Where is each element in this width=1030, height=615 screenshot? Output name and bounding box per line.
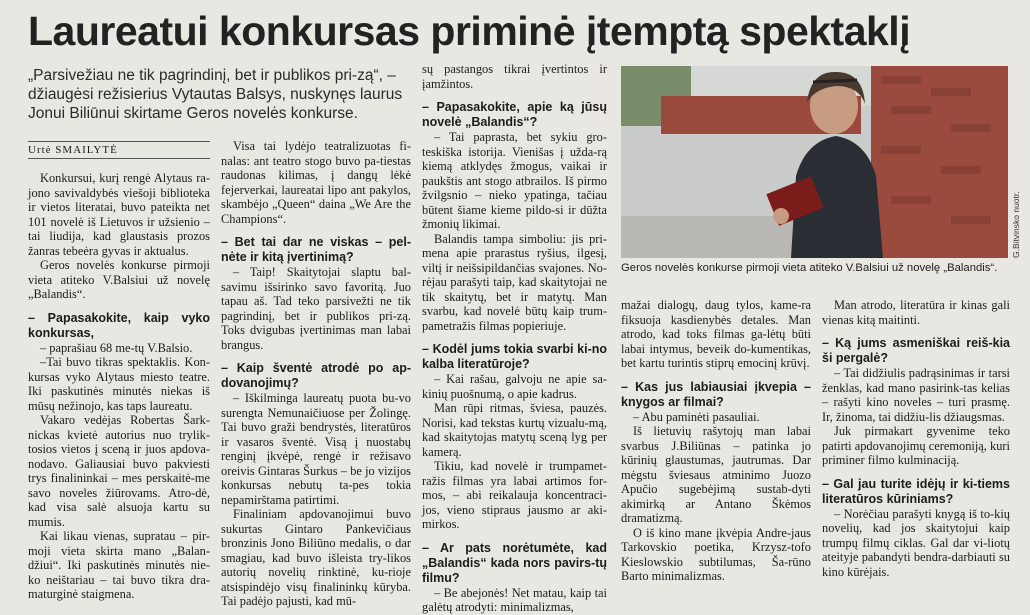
interview-question: – Kaip šventė atrodė po ap-dovanojimų?	[221, 361, 411, 390]
article-paragraph: sų pastangos tikrai įvertintos ir įamžintos.	[422, 62, 607, 91]
article-paragraph: Iš lietuvių rašytojų man labai svarbus J.Biliūnas – patinka jo kūrinių glaustumas, jautrumas. Dar mėgstu šviesaus atminimo Juozo Apučio sugebėjimą sustab-dyti akimirką ar Antano Škėmos dramatizmą.	[621, 424, 811, 525]
interview-question: – Ką jums asmeniškai reiš-kia ši pergalė?	[822, 336, 1010, 365]
article-paragraph: Man atrodo, literatūra ir kinas gali vienas kitą maitinti.	[822, 298, 1010, 327]
interview-question: – Papasakokite, kaip vyko konkursas,	[28, 310, 210, 340]
article-column-5	[822, 298, 1010, 579]
article-paragraph: O iš kino mane įkvėpia Andre-jaus Tarkovskio poetika, Krzysz-tofo Kieslowskio subtilumas, Ša-rūno Barto minimalizmas.	[621, 525, 811, 583]
article-paragraph: – Abu paminėti pasauliai.	[633, 409, 760, 424]
interview-question: – Kodėl jums tokia svarbi ki-no kalba literatūroje?	[422, 342, 607, 371]
byline: Urtė SMAILYTĖ	[28, 141, 210, 159]
article-paragraph: – Iškilminga laureatų puota bu-vo surengta Nemunaičiuose per Žolingę. Tai buvo graži bendrystės, literatūros ir vasaros šventė. Visą į nuostabų renginį įkvėpė, rengė ir režisavo oreivis Gintaras Šurkus – be jo vizijos konkursas nebutų ta-pes tokia nepamirštama patirtimi.	[221, 391, 411, 507]
article-paragraph: Tikiu, kad novelė ir trumpamet-ražis filmas yra labai artimos for-mos, – abi reikalauja koncentraci-jos, vieno stipraus jausmo ar aki-mirkos.	[422, 459, 607, 531]
article-paragraph: – Be abejonės! Net matau, kaip tai galėtų atrodyti: minimalizmas,	[422, 585, 607, 614]
article-paragraph: Geros novelės konkurse pirmoji vieta atiteko V.Balsiui už novelę „Balandis“.	[28, 258, 210, 301]
article-paragraph: – Norėčiau parašyti knygą iš to-kių novelių, kad jos skaitytojui kaip trumpų filmų ciklas. Gal dar vi-liotų ateityje pabandyti bendra-darbiauti su kino kūrėjais.	[822, 506, 1010, 579]
article-paragraph: – paprašiau 68 me-tų V.Balsio.	[40, 340, 193, 355]
article-column-3	[422, 62, 607, 615]
photo-credit: G.Bitvinsko nuotr.	[1011, 191, 1021, 258]
article-paragraph: Finaliniam apdovanojimui buvo sukurtas Gintaro Pankevičiaus bronzinis Jono Biliūno medalis, o dar smagiau, kad buvo išleista try-likos autorių novelių rinktinė, ku-rioje atsispindėjo visų finalininkų kūryba. Tai padėjo pajusti, kad mū-	[221, 507, 411, 608]
headline: Laureatui konkursas priminė įtemptą spektaklį	[28, 8, 911, 54]
article-paragraph: Juk pirmakart gyvenime teko patirti apdovanojimų ceremoniją, kuri priminer filmo kulminaciją.	[822, 424, 1010, 467]
article-column-2	[221, 139, 411, 609]
photo-caption: Geros novelės konkurse pirmoji vieta atiteko V.Balsiui už novelę „Balandis“.	[621, 262, 998, 274]
article-paragraph: Konkursui, kurį rengė Alytaus ra-jono savivaldybės viešoji biblioteka ir vietos literatai, buvo pateikta net 101 novelė iš Lietuvos ir užsienio – tai liudija, kad glaustasis prozos žanras tebeėra gyvas ir aktualus.	[28, 171, 210, 258]
interview-question: – Papasakokite, apie ką jūsų novelė „Balandis“?	[422, 100, 607, 129]
interview-question: – Kas jus labiausiai įkvepia – knygos ar filmai?	[621, 379, 811, 409]
interview-question: – Gal jau turite idėjų ir ki-tiems literatūros kūriniams?	[822, 476, 1010, 506]
article-column-4	[621, 298, 811, 584]
article-paragraph: Vakaro vedėjas Robertas Šark-nickas kvietė autorius nuo trylik-tosios vietos į sceną ir juos apdova-nodavo. Galiausiai buvo pakviesti trys finalininkai – mes perskaitė-me savo noveles žiūrovams. Atro-dė, kad visa salė alsuoja kartu su mumis.	[28, 413, 210, 529]
portrait-photo	[621, 66, 1008, 258]
article-paragraph: Balandis tampa simboliu: jis pri-mena apie prarastus ryšius, ilgesį, viltį ir neišsipildančias svajones. No-rėjau parašyti taip, kad skaitytojai ne tik skaitytų, bet ir matytų. Man svarbu, kad novelė būtų kaip trum-pametražis filmas popieriuje.	[422, 231, 607, 333]
interview-question: – Bet tai dar ne viskas – pel-nėte ir kitą įvertinimą?	[221, 235, 411, 264]
interview-question: – Ar pats norėtumėte, kad „Balandis“ kada nors pavirs-tų filmu?	[422, 540, 607, 585]
article-column-1	[28, 171, 210, 602]
photo-illustration	[621, 66, 1008, 258]
lead-paragraph: „Parsivežiau ne tik pagrindinį, bet ir publikos pri-zą“, – džiaugėsi režisierius Vytautas Balsys, nuskynęs laurus Jonui Biliūnui skirtame Geros novelės konkurse.	[28, 67, 403, 122]
article-paragraph: mažai dialogų, daug tylos, kame-ra fiksuoja kasdienybės detales. Man atrodo, kad toks filmas ga-lėtų būti labai intymus, beveik do-kumentikas, bet kartu turintis stiprų emocinį krūvį.	[621, 298, 811, 370]
article-paragraph: – Tai paprasta, bet sykiu gro-teskiška istorija. Vienišas į užda-rą kiemą atklydęs žmogus, vaikai ir paukštis ant stogo atbrailos. Iš pirmo žvilgsnio – nieko ypatinga, tačiau būtent šiame kieme pildo-si ir dūžta žmonių likimai.	[422, 130, 607, 231]
article-paragraph: –Tai buvo tikras spektaklis. Kon-kursas vyko Alytaus miesto teatre. Iki paskutinės minutės niekas iš mūsų nežinojo, kas taps laureatu.	[28, 355, 210, 413]
article-paragraph: – Kai rašau, galvoju ne apie sa-kinių puošnumą, o apie kadrus.	[422, 372, 607, 401]
article-paragraph: Kai likau vienas, supratau – pir-moji vieta skirta mano „Balan-džiui“. Iki paskutinės minutės nie-ko neištariau – tai buvo tikra dra-maturginė staigmena.	[28, 529, 210, 601]
article-paragraph: – Tai didžiulis padrąsinimas ir tarsi ženklas, kad mano pasirink-tas kelias – rašyti kino noveles – turi prasmę. Ir, žinoma, tai didžiu-lis džiaugsmas.	[822, 366, 1010, 424]
article-paragraph: Man rūpi ritmas, šviesa, pauzės. Norisi, kad tekstas kurtų vizualu-mą, kad skaitytojas matytų sceną lyg per kamerą.	[422, 401, 607, 459]
article-paragraph: Visa tai lydėjo teatralizuotas fi-nalas: ant teatro stogo buvo pa-tiestas raudonas kilimas, į dangų lėkė fejerverkai, laureatai lipo ant pakylos, skambėjo „Queen“ daina „We Are the Champions“.	[221, 139, 411, 226]
article-paragraph: – Taip! Skaitytojai slaptu bal-savimu išsirinko savo favoritą. Juo tapau aš. Tad teko parsivežti ne tik pagrindinį, bet ir publikos pri-zą. Toks dvigubas įvertinimas man labai brangus.	[221, 265, 411, 352]
